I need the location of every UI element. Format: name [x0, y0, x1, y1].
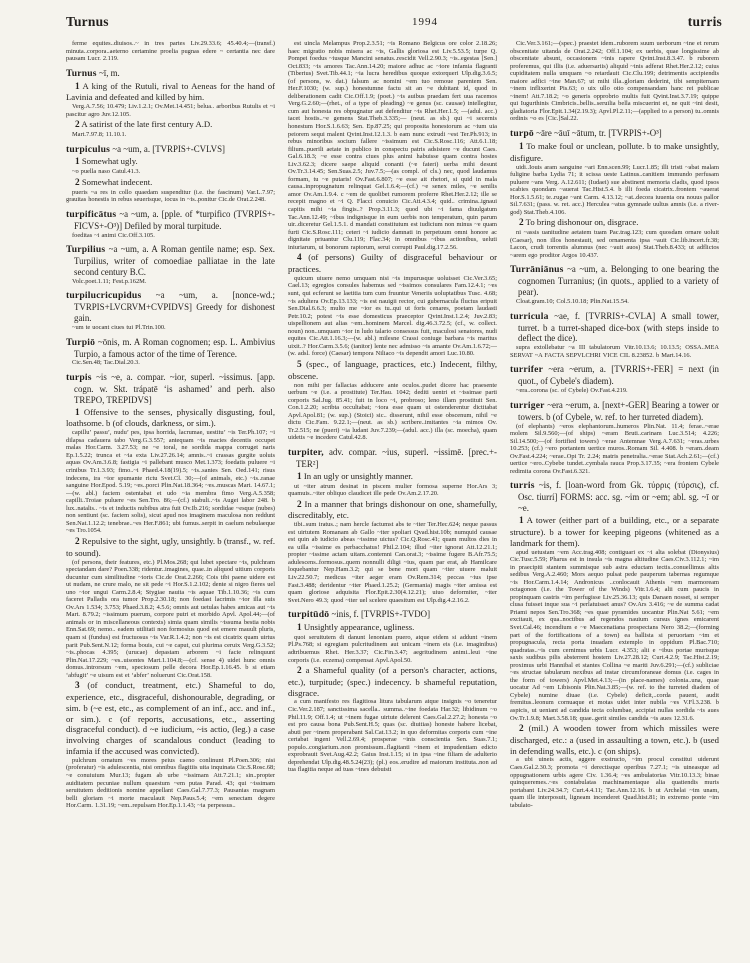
sense-paragraph: 1 To make foul or unclean, pollute. b to make unsightly, disfigure.: [510, 140, 719, 163]
sense-number: 2: [519, 724, 524, 735]
quotation-paragraph: ut ~iter atrum desinat in piscem mulier formosa superne Hor.Ars 3; quamuis..~iter obliquo claudicet ille pede Ov.Am.2.17.20.: [288, 482, 497, 498]
entry-paragraph: turpiter, adv. compar. ~ius, superl. ~issimē. [prec.+-TER²]: [288, 446, 497, 469]
quotation-paragraph: supra extollebatur ~a III tabulatorum Vitr.10.13.6; 10.13.5; OSSA..MEA SERVAT ~A FACTA SEPVLCHRI VICE CIL 8.23852. b Mart.14.16.: [510, 344, 719, 359]
sense-number: 1: [75, 157, 80, 168]
sense-paragraph: 2 In a manner that brings dishonour on one, shamefully, discreditably, etc.: [288, 498, 497, 521]
column-2: [288, 40, 497, 942]
quotation-paragraph: pueris ~a res in collo quaedam suspenditur (i.e. the fascinum) Var.L.7.97; grauitas honestis in rebus seuerisque, iocus in ~is..ponitur Cic.de Orat.2.248.: [66, 188, 275, 204]
guide-word-left: Turnus: [66, 14, 109, 29]
sense-paragraph: 2 a Shameful quality (of a person's character, actions, etc.), turpitude; (spec.) indecency. b shameful reputation, disgrace.: [288, 665, 497, 698]
quotation-paragraph: ni ~assis uanitudine aetatem tuam Pac.trag.123; cum quosdam ornare uoluit (Caesar), non illos honestauit, sed ornamenta ipsa ~auit Cic.lib.incert.fr.38; Lacon, crudi torrentis alumnus (nec ~auit auos) Stat.Theb.8.433; ut adflictos ~arem ego proditor Argos 10.437.: [510, 229, 719, 259]
headword: turrifer: [510, 364, 544, 376]
quotation-paragraph: uidi..Iouis aram sanguine ~ari Enn.scen.99; Lucr.1.85; illi tristi ~abat malam fuligine barba Lydia 71; it scissa ueste Latinus..canitiem immundo perfusam puluere ~ans Verg. A.12.611; (Iudaei) sue abstinent memoria cladis, quod ipsos scabies quondam ~auerat Tac.Hist.5.4. b illi foeda cicatrix..frontem ~auerat Hor.S.1.5.61; te..rugae ~ant Carm. 4.13.12; ~at..decora iuuenta ora nouus pallor Sil.7.631; (pass. w. ret. acc.) Herculea ~atus gymnade uultus amnis (i.e. a river-god) Stat.Theb.4.106.: [510, 163, 719, 216]
entry-paragraph: turpificātus ~a ~um, a. [pple. of *turpifico (TVRPIS+-FICVS+-O³)] Defiled by moral turpitude.: [66, 208, 275, 231]
sense-number: 5: [297, 359, 302, 370]
entry-paragraph: Turrāniānus ~a ~um, a. Belonging to one bearing the cognomen Turranius; (in quots., applied to a variety of pear).: [510, 264, 719, 298]
quotation-paragraph: Cic.Ver.3.161;—(spec.) praestet idem..ruborem suum uerborum ~ine et rerum obscenitate uitanda de Orat.2.242; Off.1.104; ex uerbis, quae longissime ab obscenitate absunt, occasionem ~inis rapere Qvint.Inst.8.3.47. b ruborem proferemus, qui illis (i.e. aduersariis) aliquid ~inis adferat Rhet.Her.2.12; cuius cupiditatem nulla umquam ~o retardauit Cic.Clu.199; detrimentis accipiendis maiore adfici ~ine Man.67; ut mihi illa..gloriam dederint, tibi sempiternam ~inem inflixerint Pis.63; o uix ullo otio compensandam hanc rei publicae ~inem! Att.7.18.2; ~o generis opprobrio multis fuit Qvint.Inst.3.7.19; quippe qui Iugurthinis Cimbricis..bellis..seruilia bella miscuerint et, ne quit ~ini desit, gladiatoria Flor.Epit.1.34(2.19.3); Apvl.Pl.2.11;—(applied to a person) tu..omnis ordinis ~o es [Cic.]Sal.22.: [510, 40, 719, 123]
sense-paragraph: 1 A king of the Rutuli, rival to Aeneas for the hand of Lavinia and defeated and killed by him.: [66, 80, 275, 103]
entry-paragraph: Turnus ~ī, m.: [66, 67, 120, 79]
quotation-paragraph: pulchrum ornatum ~es mores peius caeno conlinunt Pl.Poen.306; nisi (proferatur) ~is adulescentia, nisi omnibus flagitiis uita inquinata Cic.S.Rosc.68; ~e conuiuium Mur.13; fugam ab urbe ~issimam Att.7.21.1; sin..propter auiditatem pecuniae nullum quaestum ~em putas Parad. 43; qui ~issimam seruitutem deditionis nomine appellant Caes.Gal.7.77.3; Pausanias magnam belli gloriam ~i morte maculauit Nep.Paus.5.4; ~em senectam degere Hor.Carm. 1.31.19; ~em..repulsam Hor.Ep.1.1.43; ~ia perpessus..: [66, 756, 275, 810]
headword: turpō: [510, 128, 534, 140]
sense-number: 1: [519, 141, 524, 152]
quotation-paragraph: non mihi per fallacias adducere ante oculos..pudet dicere hac praesente uerbum ~e (i.e. a prostitute) Ter.Hau. 1042; dediti uentri et ~issimae parti corporis Sal.Jug. 85.41; fuit in loco ~i, probroso; leno illam prostituit Sen. Con.1.2.20; scribta occultabat; ~iora esse quam ut ostenderentur dictitabat Apvl.Apol.81; (w. sup.) (Stoici) sic.. disserunt, nihil esse obscenum, nihil ~e dictu Cic.Fam. 9.22.1;—(neut. as sb.) scribere..imitantes ~ia mimos Ov. Tr.2.515; ne (pueri) ~ia ludant Juv.7.239;—(adul. acc.) illa (sc. moecha), quam uidetis ~e incedere Catul.42.8.: [288, 381, 497, 442]
quotation-paragraph: quoi seruitutem di danunt lenoniam puero, atque eidem si addunt ~inem Pl.Ps.768; si egregiam pulcritudinem aut unicam ~inem eis (i.e. imaginibus) adtribuemus Rhet. Her.3.37; Cic.Fin.3.47; aegritudinem animi..leui ~ine corporis (i.e. eczema) compensat Apvl.Apol.50.: [288, 633, 497, 664]
quotation-paragraph: Mart.7.97.8; 11.10.1.: [72, 131, 127, 139]
sense-number: 2: [297, 499, 302, 510]
entry-paragraph: turris ~is, f. [loan-word from Gk. τύρρις (τύρσις), cf. Osc. tiurrí] FORMS: acc. sg. ~im or ~em; abl. sg. ~ī or ~e.: [510, 480, 719, 514]
sense-number: 2: [75, 120, 80, 131]
headword: Turnus: [66, 67, 97, 79]
entry-paragraph: turpiculus ~a ~um, a. [TVRPIS+-CVLVS]: [66, 143, 225, 155]
column-3: [510, 40, 719, 942]
entry-paragraph: turrifer ~era ~erum, a. [TVRRIS+-FER] = next (in quot., of Cybele's diadem).: [510, 364, 719, 387]
quotation-paragraph: Volc.poet.1.11; Fest.p.162M.: [72, 277, 147, 285]
headword: turpiculus: [66, 143, 111, 155]
sense-paragraph: 2 Somewhat indecent.: [75, 176, 153, 188]
quotation-paragraph: apud uetustam ~em Acc.trag.408; contiguari ex ~i alta solebat (Dionysius) Cic.Tusc.5.59; Pharus est in insula ~is magna altitudine Caes.Civ.3.112.1; ~im in praecipiti stantem summisque sub astra eductam tectis..conuellimus altis sedibus Verg.A.2.460; Mors aequo pulsat pede pauperum tabernas regumque ~is Hor.Carm.1.4.14; Andronicus ..conlocauit Athenis ~em marmoream octagonon (i.e. the Tower of the Winds) Vitr.1.6.4; alii cum paucis in propinquam castris ~im perfugisse Liv.25.36.13; quis Danaen nosset, si semper clusa fuisset inque sua ~i perlatuisset anus? Ov.Ars 3.416; ~e de summa cadat Priami nepos Sen.Tro.368; ~es quae pyramides uocantur Plin.Nat 5.61; ~em excitauit, ex qua..noctibus ad regendos nauium cursus ignes emicarent Svet.Cal.46; incendium e ~e Maecenatiana prospectans Nero 38.2;—(forming part of the fortifications of a town) ea ballista si peruortam ~im et propugnacula, recta porta inuadam extemplo in oppidum Pl.Bac.710; quadratas..~is cum cernimus urbis Lucr. 4.353; alii e ~ibus portae murisque saxis sudibus pilis absterrent hostem Liv.27.28.12; Curt.4.2.9; Tac.Hist.2.19; proximus urbi Hannibal et stantes Collina ~e mariti Juv.6.291;—(cf.) subliciae ~es structae tabularum nexibus ad instar circumforaneae domus (i.e. cages in the form of towers) Apvl.Met.4.13;—(in place-names) colonia..una, quae uocatur Ad ~em Libisonis Plin.Nat.3.85;—(w. ref. to the turreted diadem of Cybele) numine diuae (i.e. Cybele) deficit,..corda pauent, audit fremitus..leonum cornuaque et motas uidet inter nubila ~es V.Fl.3.238. b aspicis, ut ueniant ad candida tecta columbae, accipiat nullas sordida ~is aues Ov.Tr.1.9.8; Mart.3.58.18; quae..gerit similes candida ~is aues 12.31.6.: [510, 548, 719, 722]
sense-paragraph: 1 Unsightly appearance, ugliness.: [297, 622, 415, 634]
quotation-paragraph: a ubi uineis actis, aggere exstructo, ~im procul constitui uiderunt Caes.Gal.2.30.3; promota ~i derectisque operibus 7.27.1; ~is uineasque ad oppugnationem urbis agere Civ. 1.36.4; ~es ambulatorias Vitr.10.13.3; binae quinqueremes..~es contabulatas machinamentaque alia quatiendis muris portabant Liv.24.34.7; Curt.4.4.11; Tac.Ann.12.16. b ut Archelai ~im unam, quam ille interposuit, ligneam incenderet Quad.hist.81; in extremo ponte ~im tabulato-: [510, 756, 719, 809]
guide-word-right: turris: [687, 14, 722, 29]
quotation-paragraph: ~o puella naso Catul.41.3.: [72, 168, 141, 176]
headword: turricula: [510, 310, 549, 322]
quotation-paragraph: capillu’ passu’, nudu’ pes, ipsa horrida, lacrumae, uestitu’ ~is Ter.Ph.107; ~i dilapsa cadauera tabo Verg.G.3.557; antequam ~is macies decentis occupet malas Hor.Carm. 3.27.53; ne ~e toral, ne sordida mappa corruget naris Ep.1.5.22; trunca et ~ia exta Liv.27.26.14; amnis..~i crassas gurgite uoluis aquas Ov.Am.3.6.8; fastigia ~i pallebant musco Met.1.373; foedatis puluere ~i crinibus Tr.1.3.93; fimo..~i Phaed.4.18(19).5; ~is..sanies Sen. Oed.141; risus indecens, ira ~ior spumante rictu Svet.Cl. 30;—(of animals, etc.) ~is..ranae sanguine Hor.Epod. 5.19; ~es..porci Plin.Nat.18.364; ~es..muscas Mart. 14.67.1;—(w. abl.) faciem ostentabat et udo ~ia membra fimo Verg.A.5.358; capilli..Troiae puluere ~es Sen.Tro. 86;—(cf.) stabuli..~is Augei labor 248. b lux..natalis.. ~is et inductis nubibus atra fuit Ov.Ib.216; sordidae ~esque (nubes) non sentiunt (sc. faciem solis), sicut apud nos imaginem maculosa non reddunt Sen.Nat.1.12.2; tenebrae..~es Her.F.861; ubi fumus..serpit in caelum nebulaeque ~es Tro.1054.: [66, 429, 275, 535]
headword: turpiter,: [288, 446, 324, 458]
headword: Turpilius: [66, 244, 106, 256]
sense-number: 2: [297, 666, 302, 677]
sense-number: 1: [75, 81, 80, 92]
quotation-paragraph: quicum uiuere nemo umquam nisi ~is impurusque uoluisset Cic.Ver.3.65; Cael.13; egregios consules habemus sed ~issimos consulares Fam.12.4.1; ~es sunt, qui ecferunt se laetitia tum cum fruuntur Veneriis uoluptatibus Tusc. 4.68; ~is adultera Ov.Ep.13.133; ~is est nauigii rector, cui gubernacula fluctus eripuit Sen.Dial.6.6.3; multo me ~ior es tu..qui ut foris cenares, poetam laudasti Petr.10.2; potest ~is esse domesticus praeceptor Qvint.Inst.1.2.4; Juv.2.83; uispellionem aut alias ~em..hominem Marcel. dig.46.3.72.5; (cf., w. collect. noun) non..umquam ~ior in ludo talario consessus fuit, maculosi senatores, nudi equites Cic.Att.1.16.3;—(w. abl.) milesne Crassi coniuge barbara ~is maritus uixit..? Hor.Carm.3.5.6; (ianitor) lente nec admisso ~is amante Ov.Am.1.6.72;—(w. adsl. force) (Caesar) tempora Niliaco ~is dependit amori Luc.10.80.: [288, 274, 497, 358]
headword: turpificātus: [66, 208, 117, 220]
entry-paragraph: turpō ~āre ~āuī ~ātum, tr. [TVRPIS+-O³]: [510, 128, 662, 140]
entry-paragraph: turpitūdō ~inis, f. [TVRPIS+-TVDO]: [288, 609, 431, 621]
quotation-paragraph: Cloat.gram.10; Col.5.10.18; Plin.Nat.15.54.: [516, 298, 629, 306]
sense-number: 3: [75, 681, 80, 692]
page-number: 1994: [412, 16, 438, 28]
sense-paragraph: 2 Repulsive to the sight, ugly, unsightly. b (transf., w. ref. to sound).: [66, 535, 275, 558]
quotation-paragraph: ~era..corona (sc. of Cybele) Ov.Fast.4.219.: [516, 387, 628, 395]
sense-paragraph: 3 (of conduct, treatment, etc.) Shameful to do, experience, etc., disgraceful, dishonourable, degrading, or sim. b (~e est, etc., as complement of an inf., acc. and inf., or sim.). c (of reports, accusations, etc., asserting disgraceful conduct). d ~e iudicium, ~is actio, (leg.) a case involving charges of scandalous conduct (leading to infamia if the accused was convicted).: [66, 680, 275, 757]
quotation-paragraph: (of persons, their features, etc.) Pl.Mos.268; qui lubet spectare ~is, pulchram spectandam dare? Poen.338; ridentur..imagines, quae..in aliquod uitium corporis ducuntur cum similitudine ~ioris Cic.de Orat.2.266; Cois tibi paene uidere est ut nudam, ne crure malo, ne sit pede ~i Hor.S.1.2.102; dente si nigro fieres uel uno ~ior ungui Carm.2.8.4; Stygiae nauita ~is aquae Tib.1.10.36; ~is cum faceret Palladis ora tumor Prop.2.30.18; non foedast lacrimis ~ior illa suis Ov.Ars 1.534; 3.753; Phaed.3.8.2; 4.5.6; omnis aut uetulas habes amicas aut ~is Mart. 8.79.2; ~issimum puerum, corpore putri et morbido Apvl. Apol.44;—(of animals or in miscellaneous contexts) simia quam similis ~issuma bestia nobis Enn.Sat.69; nemo.. eadem utilitati non formosius quod est emere mauult pluris, quam si (fundus) est fructuosus ~is Var.R.1.4.2; non ~is est cicatrix quam uirtus parit Pub.Sent.N.12; forma bouis, cui ~e caput, cui plurima ceruix Verg.G.3.52; ~is..phocas 4.395; (urucae) depastam arborem ~i facie relinquunt Plin.Nat.17.229; ~es..uisontes Mart.1.104.8;—(cf. sense 4) uidet hunc omnis domus..introrsum ~em, speciosum pelle decora Hor.Ep.1.16.45. b si etiam ‘abfugit’ ~e uisum est et ‘abfer’ noluerunt Cic.Orat.158.: [66, 558, 275, 679]
entry-paragraph: turpis ~is ~e, a. compar. ~ior, superl. ~issimus. [app. cogn. w. Skt. trápatē ‘is ashamed’ and perh. also TREPO, TREPIDVS]: [66, 371, 275, 405]
entry-paragraph: turricula ~ae, f. [TVRRIS+-CVLA] A small tower, turret. b a turret-shaped dice-box (with steps inside to deflect the dice).: [510, 310, 719, 344]
entry-paragraph: Turpiō ~ōnis, m. A Roman cognomen; esp. L. Ambivius Turpio, a famous actor of the time of Terence.: [66, 336, 275, 359]
sense-paragraph: 1 In an ugly or unsightly manner.: [297, 470, 413, 482]
sense-paragraph: 2 A satirist of the late first century A.D.: [75, 119, 213, 131]
headword: turriger: [510, 399, 545, 411]
quotation-paragraph: (of elephants) ~eros elephantorum..humeros Plin.Nat. 11.4; ferae..~erae molem Sil.9.560;—(of ships) ~eram Bruti..carinam Luc.3.514; 4.226; Sil.14.500;—(of fortified towers) ~erae Antemnae Verg.A.7.631; ~eras..urbes 10.253; (cf.) ~ero portantem uertice muros..Romam Sil. 4.408. b ~eram..deam Ov.Fast.4.224; ~erae..Opi Tr. 2.24; matris penetralia..~erae Stat.Ach.2.61;—(cf.) uertice ~ero..Cybebe tundet..cymbala rauca Prop.3.17.35; ~era frontem Cybele redimita corona Ov.Fast.6.321.: [510, 422, 719, 475]
sense-paragraph: 2 (mil.) A wooden tower from which missiles were discharged, etc.: a (used in assaulting a town, etc.). b (used in defending walls, etc.). c (on ships).: [510, 723, 719, 756]
sense-number: 2: [519, 218, 524, 229]
sense-paragraph: 1 A tower (either part of a building, etc., or a separate structure). b a tower for keeping pigeons (whitened as a landmark for them).: [510, 515, 719, 548]
headword: Turpiō: [66, 336, 96, 348]
sense-paragraph: 1 Somewhat ugly.: [75, 156, 138, 168]
quotation-paragraph: foeditas ~i animi Cic.Off.3.105.: [72, 231, 155, 239]
headword: turpilucricupidus: [66, 290, 142, 302]
headword: turpis: [66, 371, 92, 383]
sense-number: 1: [297, 471, 302, 482]
sense-paragraph: 1 Offensive to the senses, physically disgusting, foul, loathsome. b (of clouds, darkness, or sim.).: [66, 406, 275, 429]
sense-number: 2: [75, 177, 80, 188]
quotation-paragraph: ferme equites..diuisos..~ in tres partes Liv.29.33.6; 45.40.4;—(transf.) minuta..corpora..aeterno certamine proelia pugnas edere ~ certantia nec dare pausam Lucr. 2.119.: [66, 40, 275, 63]
headword: Turrāniānus: [510, 264, 564, 276]
sense-number: 1: [75, 407, 80, 418]
entry-paragraph: turpilucricupidus ~a ~um, a. [nonce-wd.; TVRPIS+LVCRVM+CVPIDVS] Greedy for dishonest gain.: [66, 290, 275, 324]
sense-number: 1: [297, 623, 302, 634]
sense-paragraph: 4 (of persons) Guilty of disgraceful behaviour or practices.: [288, 252, 497, 275]
quotation-paragraph: Cic.Sen.48; Tac.Dial.20.3.: [72, 359, 140, 367]
column-1: [66, 40, 275, 942]
headword: turpitūdō: [288, 609, 330, 621]
quotation-paragraph: ~um te uocant ciues tui Pl.Trin.100.: [72, 324, 166, 332]
quotation-paragraph: a cum manifesto res flagitiosa litura tabularum atque insignis ~o teneretur Cic.Ver.2.187; sanctissima sacella.. summa..~ine foedata Har.32; libidinum ~o Phil.11.9; Off.1.4; ut ~inem fugae uirtute delerent Caes.Gal.2.27.2; honesta ~o est pro causa bona Pub.Sent.H.5; quas (sc. diuitias) honeste habere licebat, abuti per ~inem properabant Sal.Cat.13.2; in quo deformitas corporis cum ~ine certabat ingeni Vell.2.69.4; prosperae ~inis conscientia Sen. Suas.7.1; populo..congiarium..non promissum..flagitanti ~inem et impudentiam edicto exprobrauit Svet.Aug.42.2; Gaius Inst.1.15; si in ipsa ~ine filiam de adulterio deprehendat Ulp.dig.48.5.24(23); (pl.) eos..erudire ad maiorum instituta..non ad tua flagitia neque ad tuas ~ines debuisti: [288, 698, 497, 774]
entry-paragraph: Turpilius ~a ~um, a. A Roman gentile name; esp. Sex. Turpilius, writer of comoediae palliatae in the late second century B.C.: [66, 244, 275, 277]
sense-number: 1: [519, 516, 524, 527]
headword: turris: [510, 480, 535, 492]
sense-paragraph: 2 To bring dishonour on, disgrace.: [519, 217, 639, 229]
sense-paragraph: 5 (spec., of language, practices, etc.) Indecent, filthy, obscene.: [288, 358, 497, 381]
entry-paragraph: turriger ~era ~erum, a. [next+-GER] Bearing a tower or towers. b (of Cybele, w. ref. to her turreted diadem).: [510, 399, 719, 422]
sense-number: 2: [75, 536, 80, 547]
sense-number: 4: [297, 253, 302, 264]
running-header: [66, 14, 722, 32]
quotation-paragraph: est uincla Melampus Prop.2.3.51; ~is Romano Belgicus ore color 2.18.26; haec migratio nobis misera ac ~is, Gallis gloriosa est Liv.5.53.5; turpe Q. Pompei foedus ~iusque Mancini senatus..rescidit Vell.2.90.3; ~is..egestas [Sen.] Oct.833; ~is amores Tac.Ann.14.20; maiore adhuc ac ~iore infamia flagranti (Tiberius) Svet.Tib.44.1; ~ia lucra heredibus quoque extorqueri Ulp.dig.3.6.5; (of persons, w. dat.) falsum ac nomini ~em tuo remoue parentem Sen. Her.F.1030; (w. sup.) honestumne factu sit an ~e dubitant id, quod in deliberationem cadit Cic.Off.1.9; (poet.) ~is auibus praedam fert uua racemos Verg.G.2.60;—(rhet., of a type of pleading) ~e genus (sc. causae) intellegitur, cum aut honesta res obpugnatur aut defenditur ~is Rhet.Her.1.5; —(adul. acc.) iacet hostis..~e gemens Stat.Theb.3.335;— (neut. as sb.) qui ~i secernis honestum Hor.S.1.6.63; Sen. Ep.87.25; qui proposita honestorum ac ~ium uia peiorem sequi malent Qvint.Inst.12.1.3. b eam nunc extrudi ~est Ter.Ph.913; in rebus minoribus socium fallere ~issimum est Cic.S.Rosc.116; Att.6.1.18; filium..puerili aetate in publico in conspectu patris adsistere ~e ducunt Caes. Gal.6.18.3; ~e esse contra ciues plus animi habuisse quam contra hostes Liv.3.62.3; dicere saepe aliquid conanti (~e fateri) uerba mihi desunt Ov.Tr.3.14.45; Sen.Suas.2.5; Juv.7.5;—(as compl. of cls.) nec, quod laudamus formam, tu ~e putaris! Ov.Fast.6.807; ~e esse ait rhetori, si quid in mala causa..inpropugnatum relinquat Gel.1.6.4;—(cf.) ~e senex miles, ~e senilis amor Ov.Am.1.9.4. c ~em de quolibet rumorem proferre Rhet.Her.2.12; ille se recepit magno et ~i Q. Flacci conuicio Cic.Att.4.3.4; quid.. crimina..ignaui capitis mihi ~ia fingis..? Prop.3.11.3; quod ubi ~i fama diuulgatum Tac.Ann.12.49; ~ibus indignisque in eum uerbis non temperatum, quin parum uir..diceretur Gel.1.5.1. d mandati constitutum est iudicium non minus ~e quam furti Cic.S.Rosc.111; ceteri ~i iudicio damnati in perpetuum omni honore ac dignitate priuantur Clu.119; Flac.34; in omnibus ~ibus actionibus, ueluti iniuriarum, ui bonorum raptorum, serui corrupti Paul.dig.17.2.56.: [288, 40, 497, 251]
quotation-paragraph: Verg.A.7.56; 10.479; Liv.1.2.1; Ov.Met.14.451; belua.. arboribus Rutulis et ~i pascitur agro Juv.12.105.: [66, 103, 275, 118]
quotation-paragraph: tibi..sum iratus..; nam hercle factumst abs te ~iter Ter.Hec.624; neque passus est uirtutem Romanam ab Gallo ~iter spoliari Qvad.hist.10b; numquid causae est quin ab iudicio abeas ~issime uictus? Cic.Q.Rosc.41; quam multos dies in ea uilla ~issime es perbacchatus! Phil.2.104; illud ~iter ignorat Att.12.21.1; propter ~issime actam uitam..contemni Can.orat.3; ~issime fugere B.Afr.75.5; adulescens..formosus..quem nonnulli diligi ~ius, quam par erat, ab Hamilcare loquebantur Nep.Ham.3.2; qui se bene mori quam ~iter uiuere maluit Liv.22.50.7; medicus ~iter aeger eram Ov.Rem.314; peccas ~ius ipse Fast.3.488; deridentur ~iter Phaed.1.25.2; (Germania) magis ~iter amissa est quam gloriose adquisita Flor.Epit.2.30(4.12.21); uiuo deformiter, ~iter Svet.Nero 49.3; quod ~iter uel scelere quaesitum est Ulp.dig.4.2.16.2.: [288, 521, 497, 604]
